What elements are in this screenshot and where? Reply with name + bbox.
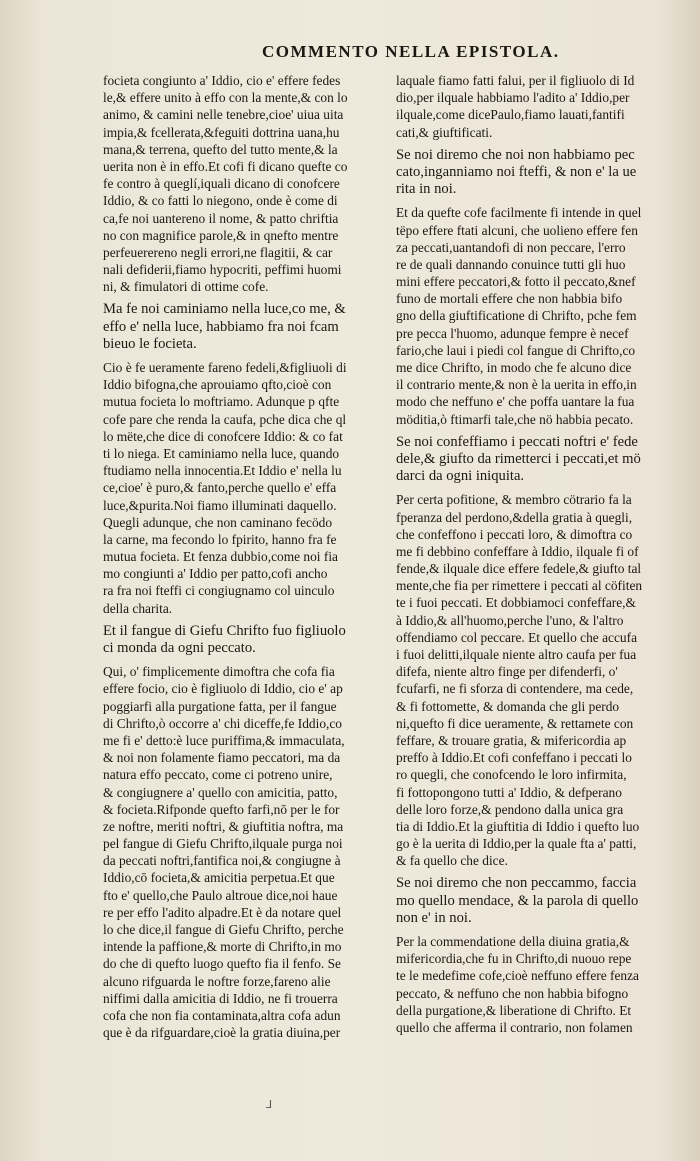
text-line: mutua focieta. Et fenza dubbio,come noi fia: [103, 549, 338, 565]
commentary-paragraph: [103, 72, 393, 295]
text-line: re per effo l'adito alpadre.Et è da notare quel: [103, 904, 342, 920]
text-line: ni, & fimulatori di ottime cofe.: [103, 279, 269, 295]
text-line: ti lo niega. Et caminiamo nella luce, quando: [103, 445, 340, 461]
text-line: non e' in noi.: [396, 909, 472, 926]
text-line: fi fottopongono tutti a' Iddio, & defperano: [396, 784, 622, 800]
text-line: & noi non folamente fiamo peccatori, ma da: [103, 750, 341, 766]
text-line: za peccati,uantandofi di non peccare, l'erro: [396, 239, 626, 255]
text-line: ce,cioe' è puro,& fanto,perche quello e' effa: [103, 480, 337, 496]
text-line: mutua focieta lo moftriamo. Adunque p qfte: [103, 394, 340, 410]
text-line: funo de mortali effere che non habbia bifo: [396, 291, 623, 307]
text-line: peccato, & neffuno che non habbia bifogno: [396, 985, 629, 1001]
text-line: preffo à Iddio.Et cofi confeffano i peccati lo: [396, 750, 632, 766]
text-line: bieuo le focieta.: [103, 335, 197, 352]
text-line: te le medefime cofe,cioè neffuno effere fenza: [396, 968, 639, 984]
text-line: me fi debbino confeffare à Iddio, ilquale fi of: [396, 543, 639, 559]
text-line: quello che afferma il contrario, non folamen: [396, 1019, 633, 1035]
text-line: ca,fe noi uantereno il nome, & patto chriftia: [103, 210, 339, 226]
text-line: Per la commendatione della diuina gratia,&: [396, 934, 630, 949]
text-line: Ma fe noi caminiamo nella luce,co me, &: [103, 301, 346, 318]
text-line: alcuno rifguarda le noftre forze,fareno alie: [103, 973, 331, 989]
text-line: que è da rifguardare,cioè la gratia diuina,per: [103, 1025, 341, 1041]
text-line: Et il fangue di Giefu Chrifto fuo figliuolo: [103, 622, 346, 639]
text-line: di Chrifto,ò occorre a' chi diceffe,fe Iddio,co: [103, 715, 343, 731]
text-line: i fuoi delitti,ilquale niente altro caufa per fua: [396, 647, 637, 662]
text-line: Se noi confeffiamo i peccati noftri e' fede: [396, 433, 638, 450]
text-line: ra fra noi fteffi ci congiugnamo col uinculo: [103, 583, 335, 599]
text-line: cato,inganniamo noi fteffi, & non e' la ue: [396, 163, 637, 180]
text-line: offendiamo col peccare. Et quello che accufa: [396, 629, 638, 645]
text-line: delle loro forze,& pendono dalla unica gra: [396, 801, 624, 817]
commentary-paragraph: [396, 933, 678, 1036]
text-line: me dice Chrifto, in modo che fe alcuno dice: [396, 360, 632, 375]
page-bottom-mark: ⅃: [266, 1099, 273, 1111]
text-line: dele,& giufto da rimetterci i peccati,et mö: [396, 450, 641, 467]
text-line: fto e' quello,che Paulo altroue dice,noi haue: [103, 887, 338, 903]
text-line: Quegli adunque, che non caminano fecödo: [103, 514, 333, 530]
text-line: pre pecca l'huomo, adunque fempre è necef: [396, 325, 629, 341]
text-line: natura effo peccato, come ci potreno unire,: [103, 767, 333, 783]
text-line: darci da ogni iniquita.: [396, 468, 525, 485]
text-line: no con magnifice parole,& in qnefto mentre: [103, 227, 339, 243]
text-line: fende,& ilquale dice effere fedele,& giufto tal: [396, 561, 642, 577]
text-line: impia,& fcellerata,&feguiti dottrina uana,hu: [103, 124, 340, 140]
text-line: fario,che laui i piedi col fangue di Chrifto,co: [396, 342, 636, 358]
text-line: mente,che fia per rimettere i peccati al cöfiten: [396, 578, 643, 594]
text-line: mini effere peccatori,& fotto il peccato,&nef: [396, 274, 636, 290]
text-line: da peccati noftri,fantifica noi,& congiugne à: [103, 853, 341, 869]
scripture-verse-paragraph: [396, 434, 678, 486]
text-line: Iddio bifogna,che aprouiamo qfto,cioè con: [103, 377, 332, 393]
text-line: ze noftre, meriti noftri, & giuftitia noftra, ma: [103, 818, 344, 834]
text-line: modo che neffuno e' che poffa uantare la fua: [396, 394, 635, 410]
text-line: Se noi diremo che noi non habbiamo pec: [396, 146, 635, 163]
text-line: re de quali dannando conuince tutti gli huo: [396, 256, 626, 272]
scripture-verse-paragraph: [396, 147, 678, 199]
text-line: tia di Iddio.Et la giuftitia di Iddio i quefto luo: [396, 818, 640, 834]
text-line: le,& effere unito à effo con la mente,& con lo: [103, 90, 348, 106]
commentary-paragraph: [103, 359, 393, 617]
text-line: me fi e' detto:è luce puriffima,& immaculata,: [103, 732, 345, 748]
text-line: rita in noi.: [396, 181, 457, 198]
text-line: fperanza del perdono,&della gratia à quegli,: [396, 509, 633, 525]
text-line: te i fuoi peccati. Et dobbiamoci confeffare,&: [396, 595, 636, 611]
text-line: lo che dice,il fangue di Giefu Chrifto, perche: [103, 922, 344, 937]
text-line: & fa quello che dice.: [396, 853, 508, 869]
text-line: ro quegli, che conofcendo le loro infirmita,: [396, 767, 627, 783]
text-line: nali defiderii,fiamo hypocriti, peffimi huomi: [103, 262, 342, 278]
text-line: fe contro à queglí,iquali dicano di conofcere: [103, 176, 340, 192]
commentary-paragraph: [396, 72, 678, 141]
scripture-verse-paragraph: [103, 301, 393, 353]
text-line: cofe pare che renda la caufa, pche dica che ql: [103, 411, 347, 427]
commentary-paragraph: [103, 663, 393, 1041]
text-line: à Iddio,& all'huomo,perche l'uno, & l'altro: [396, 612, 624, 628]
text-line: ci monda da ogni peccato.: [103, 640, 256, 656]
text-line: intende la paffione,& morte di Chrifto,in mo: [103, 939, 342, 955]
text-line: feffare, & trouare gratia, & mifericordia ap: [396, 732, 627, 748]
text-line: ilquale,come dicePaulo,fiamo lauati,fantifi: [396, 107, 625, 123]
text-line: effere focio, cio è figliuolo di Iddio, cio e' ap: [103, 681, 343, 697]
text-line: dio,per ilquale habbiamo l'adito a' Iddio,per: [396, 90, 630, 106]
text-line: della purgatione,& liberatione di Chrifto. Et: [396, 1002, 632, 1018]
text-line: luce,&purita.Noi fiamo illuminati daquello.: [103, 497, 337, 513]
text-line: mo quello mendace, & la parola di quello: [396, 892, 639, 909]
text-line: Iddio,cō focieta,& amicitia perpetua.Et que: [103, 870, 335, 886]
text-line: cofa che non fia contaminata,altra cofa adun: [103, 1007, 341, 1023]
text-line: Iddio, & co fatti lo niegono, onde è come di: [103, 193, 338, 209]
text-line: effo e' nella luce, habbiamo fra noi fcam: [103, 318, 339, 335]
text-line: che confeffono i peccati loro, & dimoftra co: [396, 526, 633, 542]
running-head: COMMENTO NELLA EPISTOLA.: [262, 42, 560, 61]
text-line: difefa, niente altro finge per difenderfi, o': [396, 664, 618, 680]
text-line: möditia,ò ftimarfi tale,che nö habbia pecato.: [396, 411, 634, 427]
text-line: mifericordia,che fu in Chrifto,di nuouo repe: [396, 951, 632, 967]
text-line: & focieta.Rifponde quefto farfi,nō per le for: [103, 801, 340, 817]
text-line: perfeuerereno negli errori,ne flagitii, & car: [103, 244, 333, 260]
right-column: [396, 72, 678, 1042]
text-line: Cio è fe ueramente fareno fedeli,&figliuoli di: [103, 360, 347, 375]
text-line: ni,quefto fi dice ueramente, & rettamete con: [396, 715, 634, 731]
text-line: la carne, ma fecondo lo fpirito, hanno fra fe: [103, 531, 337, 547]
text-line: go è la uerita di Iddio,per la quale fta a' patti,: [396, 836, 637, 852]
text-line: lo mëte,che dice di conofcere Iddio: & co fat: [103, 428, 343, 444]
text-line: della charita.: [103, 600, 173, 616]
text-line: uerita non è in effo.Et cofi fi dicano quefte co: [103, 158, 348, 174]
text-line: cati,& giuftificati.: [396, 124, 493, 140]
text-line: mo congiunti a' Iddio per patto,cofi ancho: [103, 566, 328, 582]
left-column: [103, 72, 393, 1047]
text-line: Qui, o' fimplicemente dimoftra che cofa fia: [103, 664, 335, 680]
commentary-paragraph: [396, 204, 678, 427]
text-line: tëpo effere ftati alcuni, che uolieno effere fen: [396, 222, 638, 238]
text-line: fcufarfi, ne fi sforza di contendere, ma cede,: [396, 681, 634, 697]
text-line: laquale fiamo fatti falui, per il figliuolo di Id: [396, 73, 635, 88]
text-line: mana,& terrena, quefto del tutto mente,& la: [103, 141, 338, 157]
text-line: Et da quefte cofe facilmente fi intende in quel: [396, 205, 642, 221]
text-line: pel fangue di Giefu Chrifto,ilquale purga noi: [103, 836, 343, 852]
commentary-paragraph: [396, 491, 678, 869]
text-line: Per certa pofitione, & membro cötrario fa la: [396, 492, 632, 508]
text-line: animo, & camini nelle tenebre,cioe' uiua uita: [103, 107, 344, 123]
text-line: Se noi diremo che non peccammo, faccia: [396, 875, 637, 892]
text-line: gno della giuftificatione di Chrifto, pche fem: [396, 308, 637, 324]
text-line: & congiugnere a' quello con amicitia, patto,: [103, 784, 338, 800]
text-line: niffimi dalla amicitia di Iddio, ne fi trouerra: [103, 990, 338, 1006]
text-line: do che di quefto luogo quefto fia il fenfo. Se: [103, 956, 341, 972]
text-line: & fi fottomette, & domanda che gli perdo: [396, 698, 620, 714]
text-line: focieta congiunto a' Iddio, cio e' effere fedes: [103, 73, 341, 88]
scripture-verse-paragraph: [396, 875, 678, 927]
text-line: il contrario mente,& non è la uerita in effo,in: [396, 377, 637, 393]
scripture-verse-paragraph: [103, 623, 393, 657]
text-line: poggiarfi alla purgatione fatta, per il fangue: [103, 698, 337, 714]
text-line: ftudiamo nella innocentia.Et Iddio e' nella lu: [103, 463, 342, 479]
